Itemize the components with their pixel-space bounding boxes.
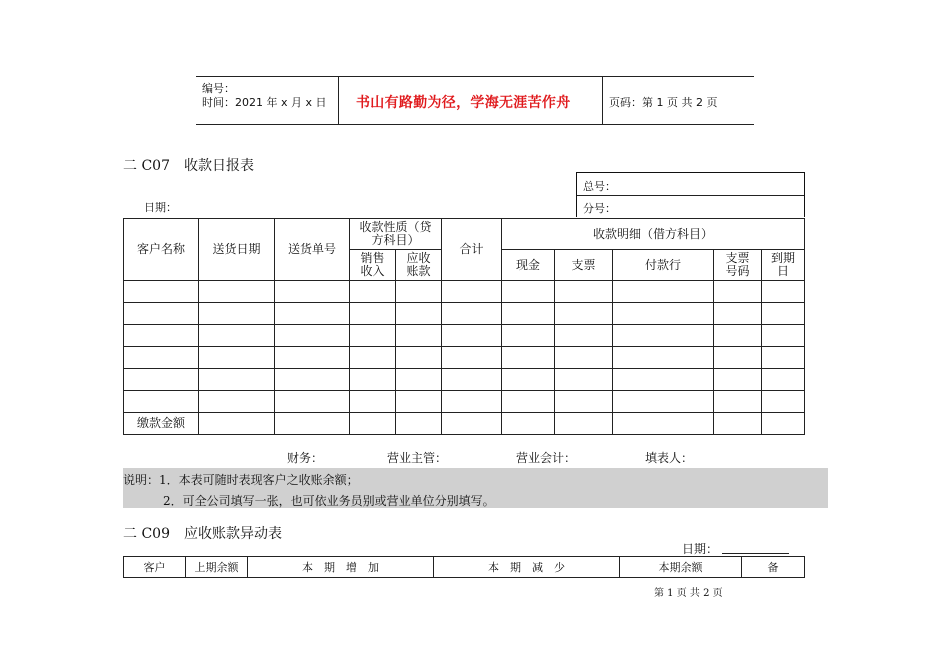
collection-daily-report-table — [123, 218, 805, 435]
page-indicator: 页码：第 1 页 共 2 页 — [609, 96, 718, 109]
col-decrease: 本 期 减 少 — [434, 557, 620, 578]
number-label: 编号： — [202, 82, 235, 95]
payment-amount-label: 缴款金额 — [124, 413, 199, 435]
header-divider — [602, 77, 603, 124]
table-row — [124, 369, 805, 391]
time-label: 时间：2021 年 x 月 x 日 — [202, 96, 327, 109]
col-check: 支票 — [555, 250, 613, 281]
note-line-2: 2．可全公司填写一张，也可依业务员别或营业单位分别填写。 — [163, 494, 495, 508]
col-nature: 收款性质（贷方科目） — [350, 219, 442, 250]
motto: 书山有路勤为径，学海无涯苦作舟 — [356, 95, 571, 111]
col-prev-balance: 上期余额 — [186, 557, 248, 578]
col-check-no: 支票号码 — [714, 250, 762, 281]
date-label: 日期： — [144, 201, 177, 214]
col-sales: 销售收入 — [350, 250, 396, 281]
table-row — [124, 391, 805, 413]
sig-finance: 财务： — [287, 451, 324, 465]
table-row — [124, 413, 805, 435]
header-divider — [338, 77, 339, 124]
sig-manager: 营业主管： — [387, 451, 448, 465]
col-ship-no: 送货单号 — [275, 219, 350, 281]
sig-accountant: 营业会计： — [516, 451, 577, 465]
col-due: 到期日 — [762, 250, 805, 281]
col-increase: 本 期 增 加 — [248, 557, 434, 578]
number-box — [576, 172, 805, 217]
page-footer: 第 1 页 共 2 页 — [654, 588, 723, 599]
col-customer: 客户 — [124, 557, 186, 578]
table-row — [124, 281, 805, 303]
col-customer: 客户名称 — [124, 219, 199, 281]
total-number-label: 总号： — [583, 180, 616, 193]
col-cash: 现金 — [502, 250, 555, 281]
col-ship-date: 送货日期 — [199, 219, 275, 281]
sig-preparer: 填表人： — [645, 451, 694, 465]
table-row — [124, 325, 805, 347]
table-row — [124, 347, 805, 369]
col-receivable: 应收账款 — [396, 250, 442, 281]
sub-number-label: 分号： — [577, 195, 804, 216]
col-detail: 收款明细（借方科目） — [502, 219, 805, 250]
form2-title: 二 C09 应收账款异动表 — [123, 526, 282, 542]
col-bank: 付款行 — [613, 250, 714, 281]
notes-box — [123, 468, 828, 508]
document-header — [196, 76, 754, 125]
note-line-1: 说明：1．本表可随时表现客户之收账余额； — [123, 473, 359, 487]
col-remarks: 备 — [742, 557, 805, 578]
date-underline — [722, 553, 789, 554]
form1-title: 二 C07 收款日报表 — [123, 158, 254, 174]
table-row — [124, 303, 805, 325]
form2-date-label: 日期： — [682, 542, 719, 556]
col-total: 合计 — [442, 219, 502, 281]
col-current-balance: 本期余额 — [620, 557, 742, 578]
receivable-change-table — [123, 556, 805, 578]
